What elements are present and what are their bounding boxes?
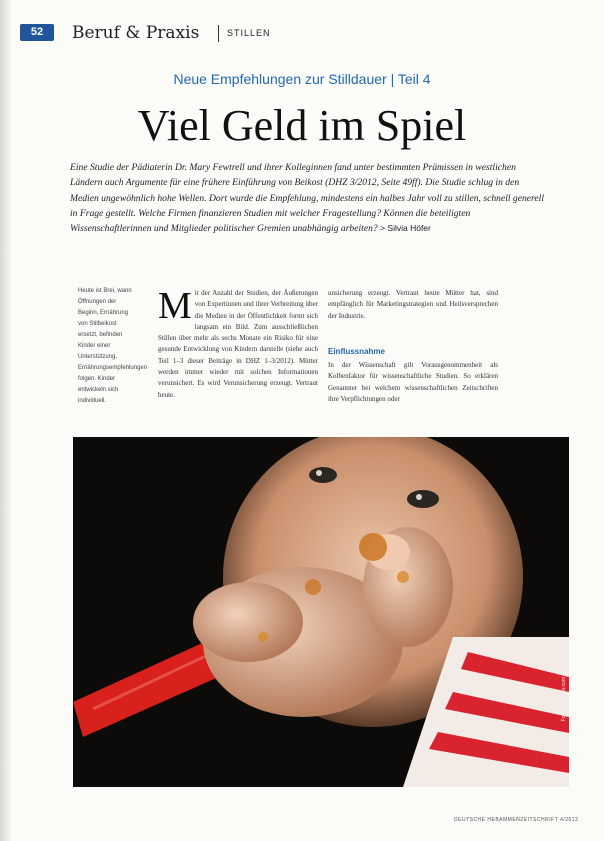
section-title: Beruf & Praxis bbox=[72, 23, 200, 43]
photo-illustration bbox=[73, 437, 569, 787]
body-column-1 bbox=[158, 285, 318, 401]
article-title: Viel Geld im Spiel bbox=[137, 101, 467, 150]
header-divider bbox=[218, 25, 219, 42]
baby-eating-photo bbox=[73, 437, 569, 787]
author-byline: > Silvia Höfer bbox=[380, 223, 431, 234]
body-column-2: unsicherung erzeugt. Vertraut heute Mütter hat, sind empfänglich für Marketingstrategien und Heilsversprechen der Industrie. bbox=[328, 289, 498, 320]
subheading-einflussnahme: Einflussnahme bbox=[328, 347, 385, 356]
article-lead bbox=[70, 160, 550, 236]
page-footer: DEUTSCHE HEBAMMENZEITSCHRIFT 4/2012 bbox=[454, 817, 579, 823]
sidenote-caption: Heute ist Brei, wann Öffnungen der Beginn, Ernährung von Stilbeikost ersetzt, befinden Kinder einer Unterstützung, Ernährungsempfehlungen folgen. Kinder entwickeln sich individuell. bbox=[78, 288, 148, 404]
lead-text: Eine Studie der Pädiaterin Dr. Mary Fewtrell und ihrer Kolleginnen fand unter bestimmten Prämissen in westlichen Ländern auch Argumente für eine frühere Einführung von Beikost (DHZ 3/2012, Seite 49ff). Die Studie schlug in den Medien ungewöhnlich hohe Wellen. Dort wurde die Empfehlung, mindestens ein halbes Jahr voll zu stillen, schnell generell in Frage gestellt. Welche Firmen finanzieren Studien mit welcher Fragestellung? Können die beteiligten Wissenschaftlerinnen und Mitglieder politischer Gremien unabhängig arbeiten? bbox=[70, 162, 545, 235]
body-column-3: In der Wissenschaft gilt Vorausgenommenheit als Kolbenfaktor für wissenschaftliche Studien. So erklären Genannter bei welchem wissenschaftlichen Zeitschriften ihre Verpflichtungen oder bbox=[328, 361, 498, 403]
photo-credit: Foto: © fotolia.com bbox=[561, 677, 567, 722]
drop-cap: M bbox=[158, 285, 192, 327]
body-column-1-text: it der Anzahl der Studien, der Äußerungen von Expertinnen und ihrer Verbreitung über die Medien in der Öffentlichkeit formt sich langsam ein Bild. Zum ausschließlichen Stillen über mehr als sechs Monate ein Risiko für eine gesunde Entwicklung von Kindern darstelle (siehe auch Teil 1–3 dieser Beiträge in DHZ 1–3/2012). Mütter werden immer wieder mit solchen Informationen verunsichert. Es wird Verunsicherung erzeugt. Vertraut heute. bbox=[158, 289, 318, 399]
page-header bbox=[14, 20, 590, 46]
subsection-label: STILLEN bbox=[227, 28, 271, 38]
article-kicker: Neue Empfehlungen zur Stilldauer | Teil 4 bbox=[173, 71, 431, 87]
page-number-badge: 52 bbox=[20, 24, 54, 41]
